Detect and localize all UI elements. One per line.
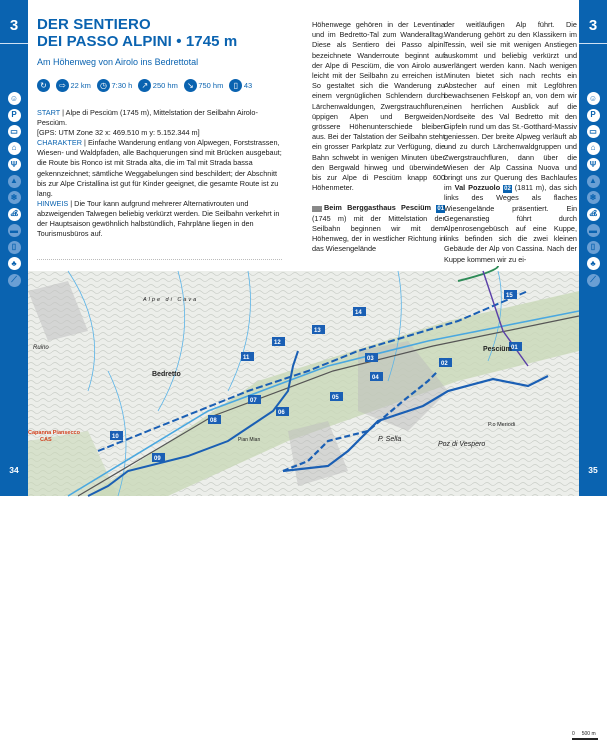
route-paragraph [312, 203, 445, 254]
bike-icon: ൿ [587, 208, 600, 221]
scale-bar [572, 738, 598, 740]
hint-label: HINWEIS [37, 198, 69, 208]
chapter-number: 3 [9, 17, 19, 34]
parking-icon: P [587, 109, 600, 122]
cable-car-icon: ⌂ [587, 142, 600, 155]
waypoint-05: 05 [332, 395, 339, 401]
stat-descent [184, 79, 224, 92]
climbing-icon: ⟋ [8, 274, 21, 287]
map-graphic [28, 271, 579, 496]
page-number-left: 34 [9, 465, 19, 475]
waypoint-01: 01 [511, 345, 518, 351]
hut-icon: ▲ [587, 175, 600, 188]
stat-ascent [138, 79, 178, 92]
label-capanna: Capanna Piansecco [28, 430, 80, 436]
start-text: | Alpe di Pesciüm (1745 m), Mittelstation der Seilbahn Airolo-Pesciüm. [37, 108, 258, 128]
character-label: CHARAKTER [37, 138, 83, 148]
child-friendly-icon: ☺ [587, 92, 600, 105]
map-sheet-icon: ▯ [229, 79, 242, 92]
character-info [37, 138, 282, 199]
signpost-icon: ⇨ [56, 79, 69, 92]
val-pozzuolo: Val Pozzuolo [454, 183, 501, 193]
waypoint-09: 09 [154, 456, 161, 462]
label-cas: CAS [40, 437, 52, 443]
label-bedretto: Bedretto [152, 371, 181, 378]
scale-end: 500 m [581, 731, 596, 737]
stat-map-sheet [229, 79, 252, 92]
waypoint-badge: 02 [504, 186, 511, 193]
waypoint-02: 02 [441, 361, 448, 367]
lodging-icon: ▯ [8, 241, 21, 254]
waypoint-06: 06 [278, 410, 285, 416]
distance-value: 22 km [70, 81, 91, 90]
chapter-sidebar-left [0, 0, 28, 496]
chapter-sidebar-right [579, 0, 607, 496]
page-number-right: 35 [588, 465, 598, 475]
bus-icon: ▭ [8, 125, 21, 138]
map-scale [570, 730, 604, 741]
gps-coordinates: [GPS: UTM Zone 32 x: 469.510 m y: 5.152.344 m] [37, 128, 200, 138]
route-paragraph-text: (1745 m) mit der Mittelstation der Seilbahn beginnen wir mit dem Höhenweg, der in westlicher Richtung in das Wiesengelände [312, 213, 445, 254]
label-meriodi: P.o Meriodi [488, 422, 516, 428]
start-label: START [37, 108, 61, 117]
body-column-2 [444, 20, 577, 265]
descent-icon: ↘ [184, 79, 197, 92]
title-line-1: DER SENTIERO [37, 16, 151, 33]
ascent-value: 250 hm [152, 81, 178, 90]
lodging-icon: ▯ [587, 241, 600, 254]
loop-icon: ↻ [37, 79, 50, 92]
stat-duration [97, 79, 132, 92]
shelter-icon: ▬ [8, 224, 21, 237]
sidebar-divider [0, 43, 28, 44]
waypoint-04: 04 [372, 375, 379, 381]
label-alpe-cava: Alpe di Cava [143, 297, 199, 303]
label-ruino: Ruino [33, 345, 49, 351]
start-info [37, 108, 282, 128]
waypoint-badge: 01 [437, 206, 444, 213]
restaurant-icon: Ψ [8, 158, 21, 171]
route-start-bold: Beim Berggasthaus Pesciüm [324, 203, 432, 213]
forest-icon: ♣ [8, 257, 21, 270]
waypoint-10: 10 [112, 434, 119, 440]
tour-info [37, 108, 282, 239]
child-friendly-icon: ☺ [8, 92, 21, 105]
body-column-1 [312, 20, 445, 254]
descent-value: 750 hm [198, 81, 224, 90]
route-start-icon [312, 206, 322, 212]
winter-icon: ❄ [8, 191, 21, 204]
hint-text: | Die Tour kann aufgrund mehrerer Alternativrouten und abzweigenden Talwegen beliebig verkürzt werden. Die Seilbahn verkehrt in der Hauptsaison gewöhnlich halbstündlich, Fahrpläne liegen in den Tourismusbüros auf. [37, 198, 280, 239]
bus-icon: ▭ [587, 125, 600, 138]
waypoint-12: 12 [274, 340, 281, 346]
shelter-icon: ▬ [587, 224, 600, 237]
duration-value: 7:30 h [111, 81, 133, 90]
label-p-sella: P. Sella [378, 436, 402, 443]
intro-paragraph: Höhenwege gehören in der Leventina und im Bedretto-Tal zum Wanderalltag. Diese als Sentiero dei Passo alpini bezeichnete Wanderroute beginnt auf der Alpe di Pesciüm, die von Airolo aus leicht mit der Seilbahn zu erreichen ist. So gestaltet sich die Wanderung zu einem vergnüglichen Schlendern durch Lärchenwaldungen, Zwergstrauchfluren, üppigen Alpen und Bergweiden, grössere Höhenunterschiede bleiben aus. Bei der Talstation der Seilbahn steht ein grosser Parkplatz zur Verfügung, die Bahn schwebt in wenigen Minuten über den Bergwald hinweg und überwindet bis zur Alpe di Pesciüm knapp 600 Höhenmeter. [312, 20, 445, 193]
tour-stats [37, 79, 252, 92]
label-pian-mian: Pian Mian [238, 437, 261, 443]
route-continued [444, 20, 577, 265]
scale-start: 0 [572, 731, 575, 737]
chapter-number: 3 [588, 17, 598, 34]
character-text: | Einfache Wanderung entlang von Alpwegen, Forststrassen, Wiesen- und Waldpfaden, alle Bachquerungen sind mit Brücken ausgebaut; die Route bis Ronco ist mit Strada alta, die im Tal mit Strada bassa gekennzeichnet; sämtliche Weggabelungen sind beschildert; der Abschnitt bis zur Alpe Cristallina ist gut für Kinder geeignet, die gesamte Route ist zu lang. [37, 138, 282, 198]
waypoint-07: 07 [250, 398, 257, 404]
page-title [37, 16, 237, 50]
clock-icon: ◷ [97, 79, 110, 92]
restaurant-icon: Ψ [587, 158, 600, 171]
section-divider [37, 259, 282, 260]
label-pesciuem: Pesciüm [483, 346, 512, 353]
forest-icon: ♣ [587, 257, 600, 270]
sidebar-divider [579, 43, 607, 44]
winter-icon: ❄ [587, 191, 600, 204]
cable-car-icon: ⌂ [8, 142, 21, 155]
climbing-icon: ⟋ [587, 274, 600, 287]
hut-icon: ▲ [8, 175, 21, 188]
stat-distance [56, 79, 91, 92]
bike-icon: ൿ [8, 208, 21, 221]
label-vespero: Poz di Vespero [438, 441, 486, 448]
waypoint-08: 08 [210, 418, 217, 424]
ascent-icon: ↗ [138, 79, 151, 92]
route-continued-text: der weitläufigen Alp führt. Die Wanderung gehört zu den Klassikern im Tessin, weil sie mit wenigen Anstiegen auskommt und beliebig verkürzt und verlängert werden kann. Nach wenigen Minuten bietet sich nach rechts ein Abstecher auf einen mit Legföhren bewachsenen Felskopf an, von dem wir einen herrlichen Ausblick auf die Nordseite des Val Bedretto mit den Gipfeln rund um das St.-Gotthard-Massiv geniessen. Der breite Alpweg verläuft ab und zu durch Lärchenwaldgruppen und Zwergstrauchfluren, dann über die Wiesen der Alp Cassina Nuova und bringt uns zur Querung des Bachlaufes im [444, 20, 577, 193]
parking-icon: P [8, 109, 21, 122]
waypoint-03: 03 [367, 356, 374, 362]
route-continued-end: (1811 m), das sich links des Weges als flaches Wiesengelände präsentiert. Ein Gegenanstieg führt durch Alpenrosengebüsch auf eine Kuppe, links befinden sich die zwei kleinen Gebäude der Alp von Cassina. Nach der Kuppe kommen wir zu ei- [444, 183, 577, 264]
stat-loop [37, 79, 50, 92]
waypoint-14: 14 [355, 310, 362, 316]
hint-info [37, 199, 282, 239]
waypoint-15: 15 [506, 293, 513, 299]
feature-icons-left [0, 92, 28, 287]
waypoint-13: 13 [314, 328, 321, 334]
map-sheet-value: 43 [243, 81, 253, 90]
waypoint-11: 11 [243, 355, 250, 361]
subtitle: Am Höhenweg von Airolo ins Bedrettotal [37, 57, 199, 67]
title-line-2: DEI PASSO ALPINI • 1745 m [37, 33, 238, 50]
feature-icons-right [579, 92, 607, 287]
